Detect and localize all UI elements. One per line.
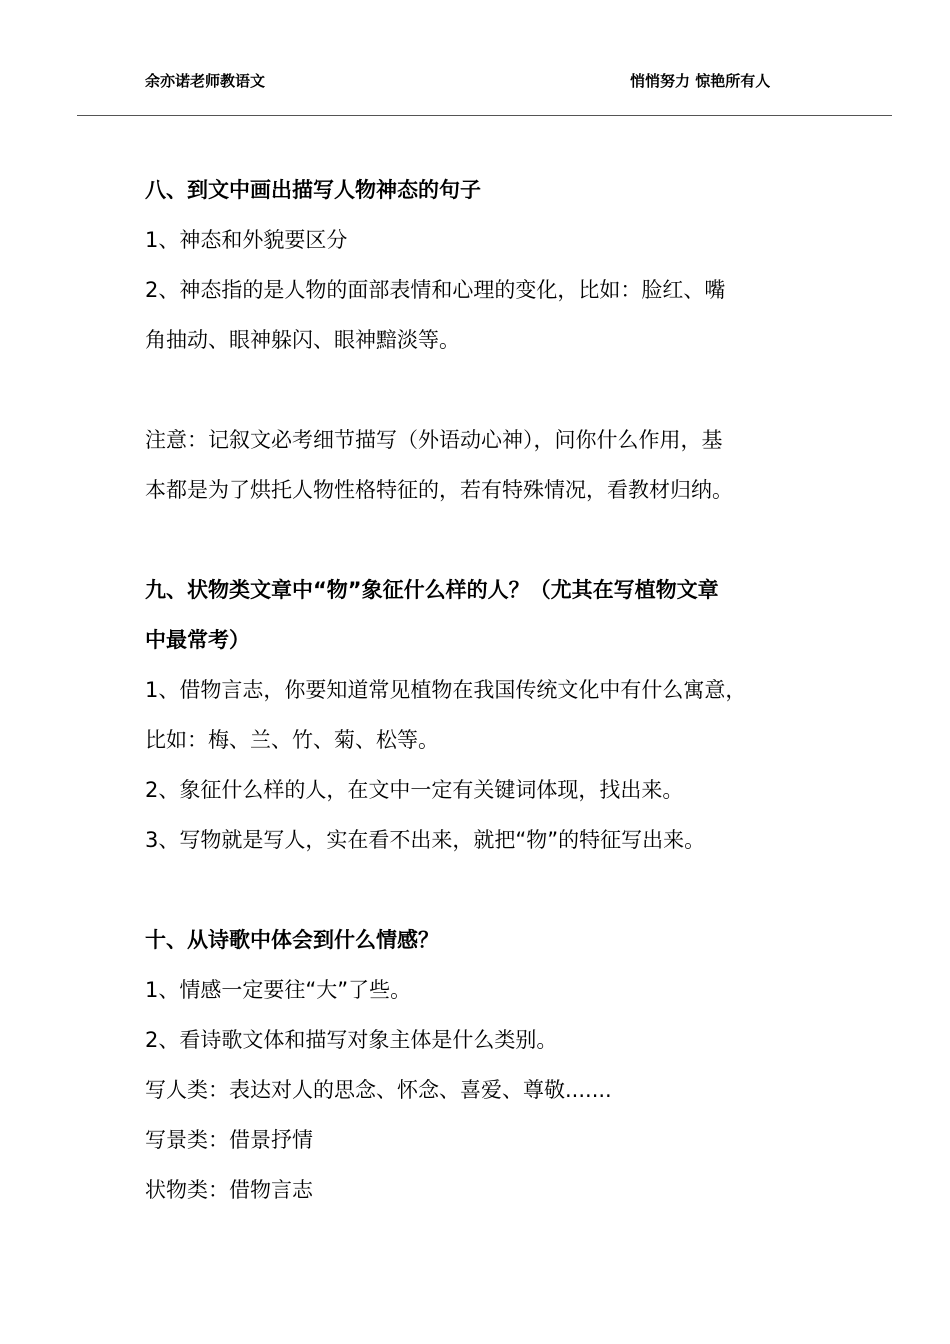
- section-9-heading-line-2: 中最常考）: [145, 628, 250, 652]
- section-9-item-3: 3、写物就是写人，实在看不出来，就把“物”的特征写出来。: [145, 828, 706, 852]
- section-10-type-scenery: 写景类：借景抒情: [145, 1128, 313, 1152]
- section-10-item-1: 1、情感一定要往“大”了些。: [145, 978, 412, 1002]
- header-left-title: 余亦诺老师教语文: [145, 72, 266, 90]
- section-8-note-line-2: 本都是为了烘托人物性格特征的，若有特殊情况，看教材归纳。: [145, 478, 733, 502]
- section-9-heading-line-1: 九、状物类文章中“物”象征什么样的人？（尤其在写植物文章: [145, 578, 719, 602]
- section-8-heading: 八、到文中画出描写人物神态的句子: [145, 178, 481, 202]
- blank-line: [145, 515, 810, 565]
- section-9-item-1-line-1: 1、借物言志，你要知道常见植物在我国传统文化中有什么寓意，: [145, 678, 747, 702]
- section-9-item-1-line-2: 比如：梅、兰、竹、菊、松等。: [145, 728, 439, 752]
- section-10-type-people: 写人类：表达对人的思念、怀念、喜爱、尊敬.......: [145, 1078, 612, 1102]
- section-10-item-2: 2、看诗歌文体和描写对象主体是什么类别。: [145, 1028, 558, 1052]
- blank-line: [145, 365, 810, 415]
- section-8-item-2-line-1: 2、神态指的是人物的面部表情和心理的变化，比如：脸红、嘴: [145, 278, 726, 302]
- blank-line: [145, 865, 810, 915]
- section-8-item-2-line-2: 角抽动、眼神躲闪、眼神黯淡等。: [145, 328, 460, 352]
- header-divider: [77, 115, 892, 116]
- section-10-heading: 十、从诗歌中体会到什么情感？: [145, 928, 439, 952]
- section-8-item-1: 1、神态和外貌要区分: [145, 228, 348, 252]
- section-10-type-object: 状物类：借物言志: [145, 1178, 313, 1202]
- section-8-note-line-1: 注意：记叙文必考细节描写（外语动心神），问你什么作用，基: [145, 428, 723, 452]
- document-body: [145, 165, 810, 1215]
- section-9-item-2: 2、象征什么样的人，在文中一定有关键词体现，找出来。: [145, 778, 684, 802]
- header-right-slogan: 悄悄努力 惊艳所有人: [630, 72, 771, 90]
